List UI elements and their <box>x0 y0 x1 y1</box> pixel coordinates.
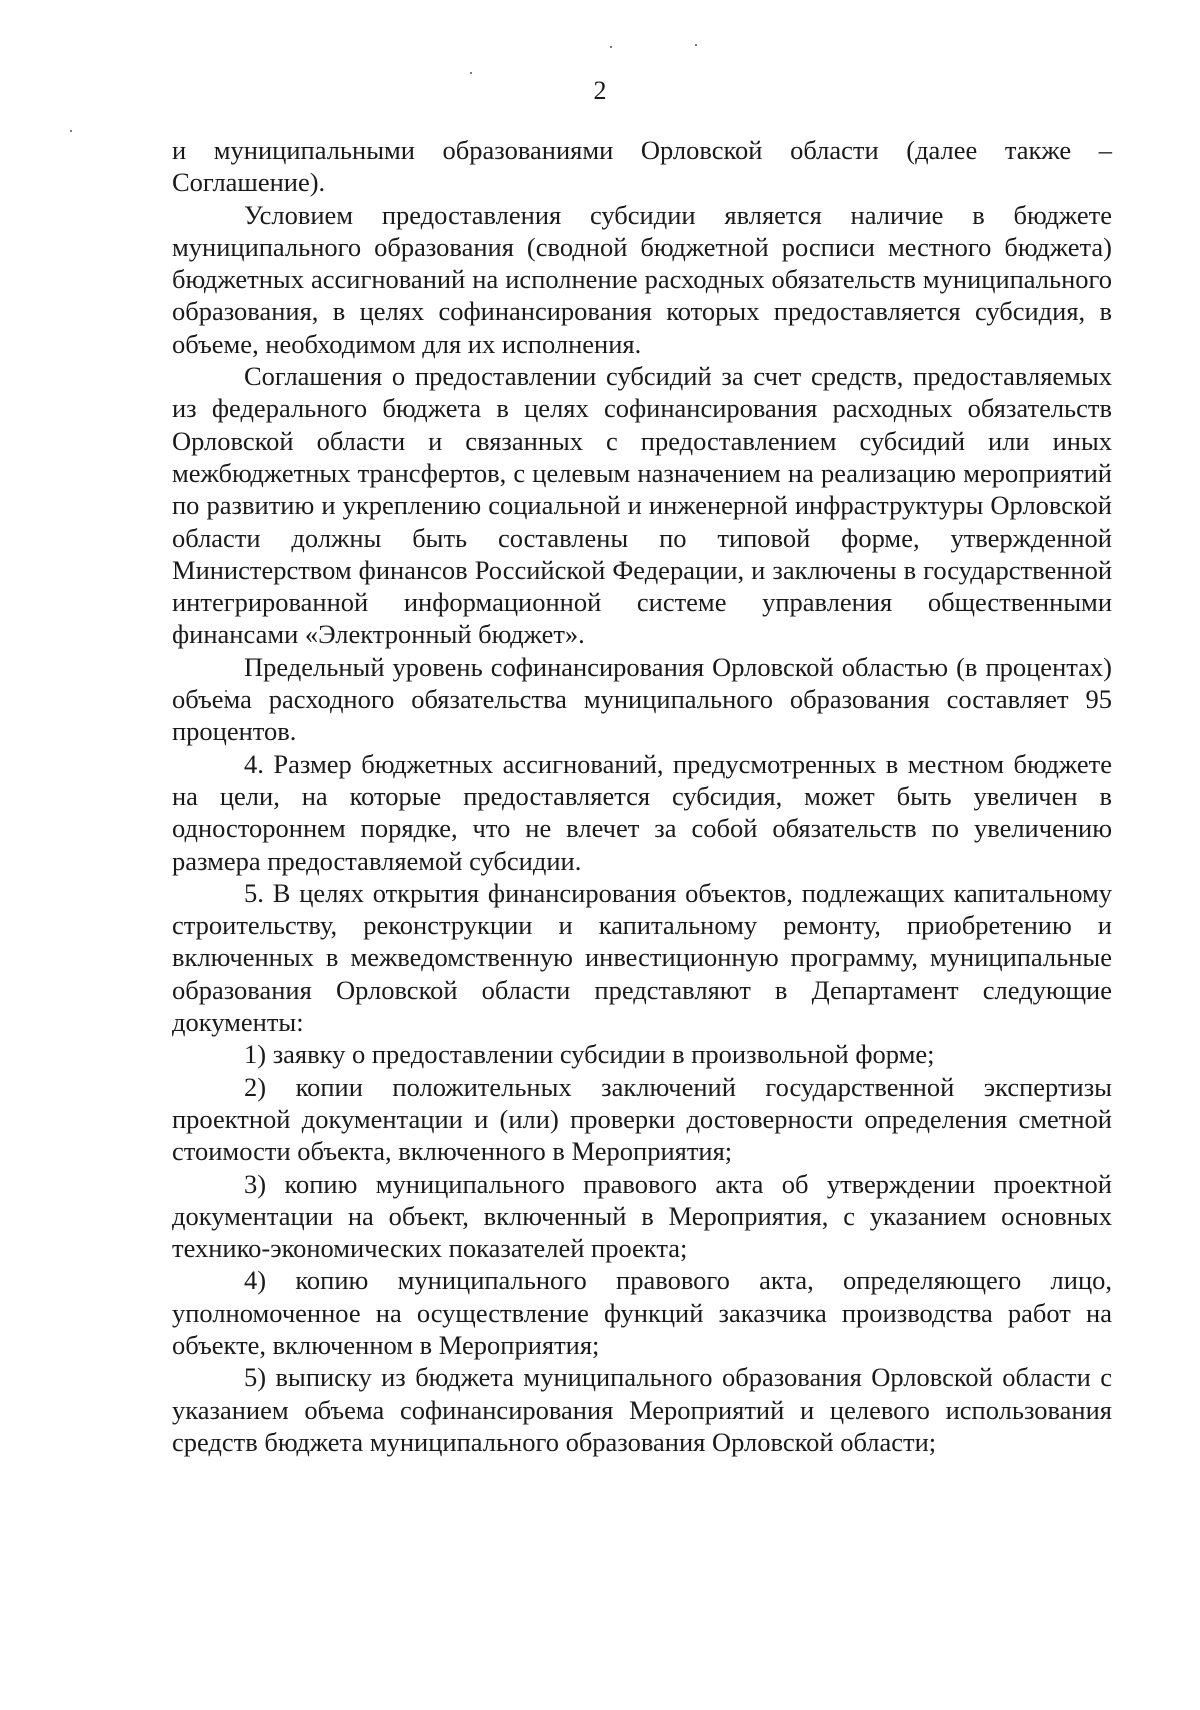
paragraph-cofinancing-limit: Предельный уровень софинансирования Орловской областью (в процентах) объема расходного обязательства муниципального образования составляет 95 процентов. <box>172 651 1112 747</box>
list-item-5: 5) выписку из бюджета муниципального образования Орловской области с указанием объема софинансирования Мероприятий и целевого использования средств бюджета муниципального образования Орловской области; <box>172 1362 1112 1457</box>
list-item-1: 1) заявку о предоставлении субсидии в произвольной форме; <box>244 1039 935 1070</box>
list-item-2: 2) копии положительных заключений государственной экспертизы проектной документации и (или) проверки достоверности определения сметной стоимости объекта, включенного в Мероприятия; <box>172 1071 1112 1167</box>
page-number: 2 <box>593 76 607 105</box>
list-item-3: 3) копию муниципального правового акта об утверждении проектной документации на объект, включенный в Мероприятия, с указанием основных технико-экономических показателей проекта; <box>172 1168 1112 1264</box>
paragraph-item-5: 5. В целях открытия финансирования объектов, подлежащих капитальному строительству, реконструкции и капитальному ремонту, приобретению и включенных в межведомственную инвестиционную программу, муниципальные образования Орловской области представляют в Департамент следующие документы: <box>172 877 1112 1038</box>
paragraph-subsidy-condition: Условием предоставления субсидии является наличие в бюджете муниципального образования (сводной бюджетной росписи местного бюджета) бюджетных ассигнований на исполнение расходных обязательств муниципального образования, в целях софинансирования которых предоставляется субсидия, в объеме, необходимом для их исполнения. <box>172 199 1112 359</box>
paragraph-item-4: 4. Размер бюджетных ассигнований, предусмотренных в местном бюджете на цели, на которые предоставляется субсидия, может быть увеличен в одностороннем порядке, что не влечет за собой обязательств по увеличению размера предоставляемой субсидии. <box>172 748 1112 876</box>
document-body <box>172 134 1112 1458</box>
paragraph-continuation: и муниципальными образованиями Орловской области (далее также – Соглашение). <box>172 135 1112 198</box>
list-item-4: 4) копию муниципального правового акта, определяющего лицо, уполномоченное на осуществление функций заказчика производства работ на объекте, включенном в Мероприятия; <box>172 1265 1112 1360</box>
paragraph-agreements: Соглашения о предоставлении субсидий за счет средств, предоставляемых из федерального бюджета в целях софинансирования расходных обязательств Орловской области и связанных с предоставлением субсидий или иных межбюджетных трансфертов, с целевым назначением на реализацию мероприятий по развитию и укреплению социальной и инженерной инфраструктуры Орловской области должны быть составлены по типовой форме, утвержденной Министерством финансов Российской Федерации, и заключены в государственной интегрированной информационной системе управления общественными финансами «Электронный бюджет». <box>172 361 1112 650</box>
